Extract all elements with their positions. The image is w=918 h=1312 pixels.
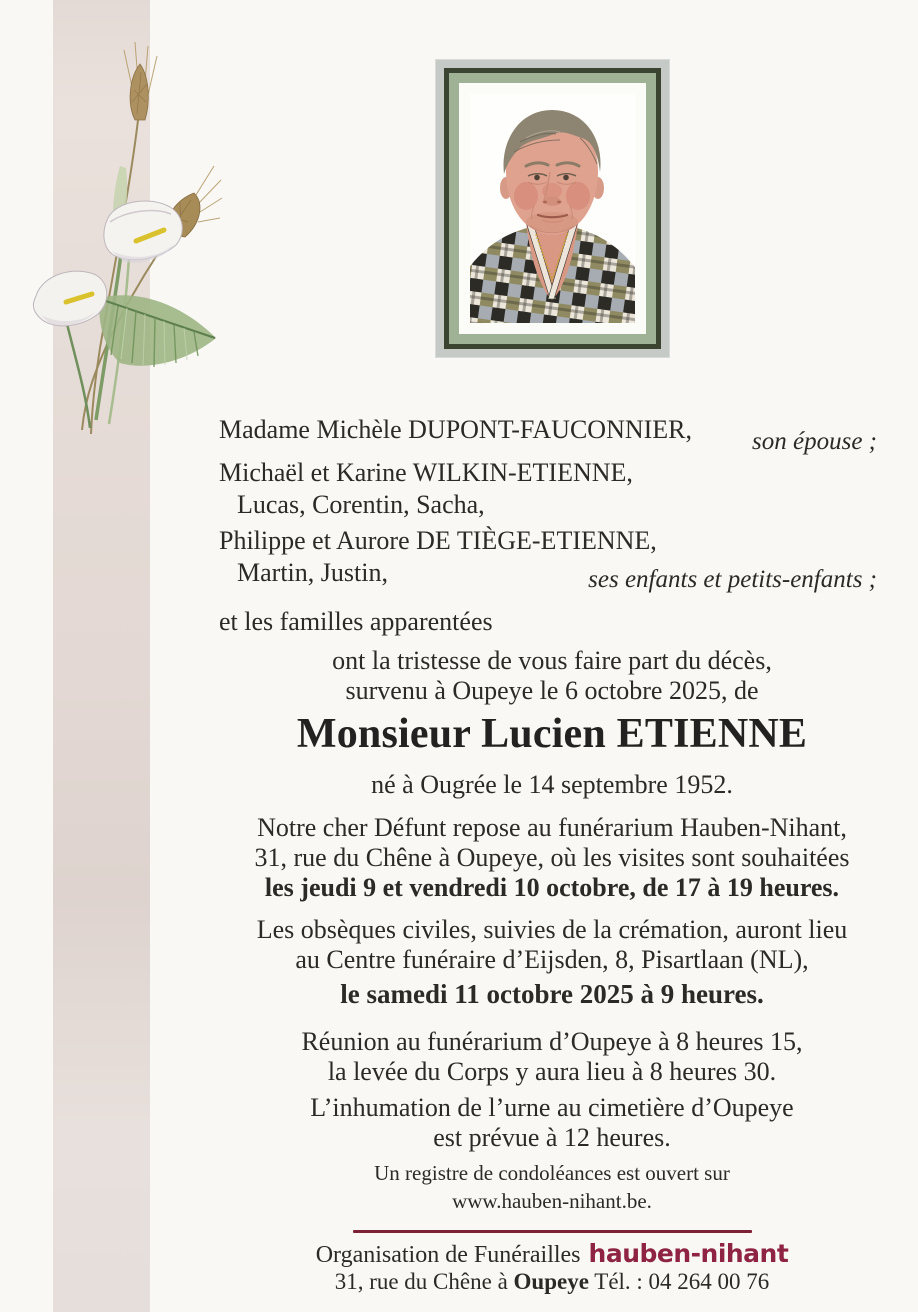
portrait-photo xyxy=(470,94,635,323)
reunion-line-1: Réunion au funérarium d’Oupeye à 8 heures 15, xyxy=(301,1027,803,1056)
visits-schedule-line: les jeudi 9 et vendredi 10 octobre, de 17 à 19 heures. xyxy=(264,873,840,902)
obseques-line-2: au Centre funéraire d’Eijsden, 8, Pisartlaan (NL), xyxy=(295,945,809,974)
children-relation-label: ses enfants et petits-enfants ; xyxy=(588,566,877,593)
register-line-1: Un registre de condoléances est ouvert sur xyxy=(374,1161,730,1185)
funeral-home-address-line xyxy=(196,1269,908,1295)
portrait-frame-white-mat xyxy=(459,83,646,334)
portrait-frame-dark-border xyxy=(444,68,661,349)
address-city: Oupeye xyxy=(513,1269,589,1294)
grandchildren-line-2: Martin, Justin, xyxy=(237,558,388,587)
funeral-home-prefix: Organisation de Funérailles xyxy=(315,1242,581,1268)
obseques-line-1: Les obsèques civiles, suivies de la crémation, auront lieu xyxy=(256,915,848,944)
birth-line: né à Ougrée le 14 septembre 1952. xyxy=(371,770,733,799)
deceased-name-title: Monsieur Lucien ETIENNE xyxy=(296,711,808,757)
repose-line-2: 31, rue du Chêne à Oupeye, où les visites sont souhaitées xyxy=(254,843,850,872)
footer-divider-rule xyxy=(353,1230,752,1233)
calla-lily-artwork xyxy=(8,18,223,443)
related-families-line: et les familles apparentées xyxy=(219,607,493,636)
address-telephone: Tél. : 04 264 00 76 xyxy=(594,1269,770,1294)
spouse-relation-label: son épouse ; xyxy=(752,428,877,455)
spouse-name-line: Madame Michèle DUPONT-FAUCONNIER, xyxy=(219,415,693,444)
child-family-line-1: Michaël et Karine WILKIN-ETIENNE, xyxy=(219,458,633,487)
funeral-home-logo: hauben-nihant xyxy=(588,1239,789,1268)
register-website-line: www.hauben-nihant.be. xyxy=(452,1189,652,1213)
ceremony-date-line: le samedi 11 octobre 2025 à 9 heures. xyxy=(340,979,764,1009)
announcement-intro-line-1: ont la tristesse de vous faire part du décès, xyxy=(332,646,772,675)
inhumation-line-1: L’inhumation de l’urne au cimetière d’Oupeye xyxy=(310,1093,794,1122)
child-family-line-2: Philippe et Aurore DE TIÈGE-ETIENNE, xyxy=(219,526,657,555)
repose-line-1: Notre cher Défunt repose au funérarium Hauben-Nihant, xyxy=(257,813,847,842)
grandchildren-line-1: Lucas, Corentin, Sacha, xyxy=(237,490,485,519)
announcement-intro-line-2: survenu à Oupeye le 6 octobre 2025, de xyxy=(345,676,759,705)
reunion-line-2: la levée du Corps y aura lieu à 8 heures 30. xyxy=(327,1057,777,1086)
funeral-home-line xyxy=(196,1240,908,1269)
inhumation-line-2: est prévue à 12 heures. xyxy=(433,1123,671,1152)
address-prefix: 31, rue du Chêne à xyxy=(334,1269,508,1294)
portrait-photo-frame xyxy=(436,60,669,357)
